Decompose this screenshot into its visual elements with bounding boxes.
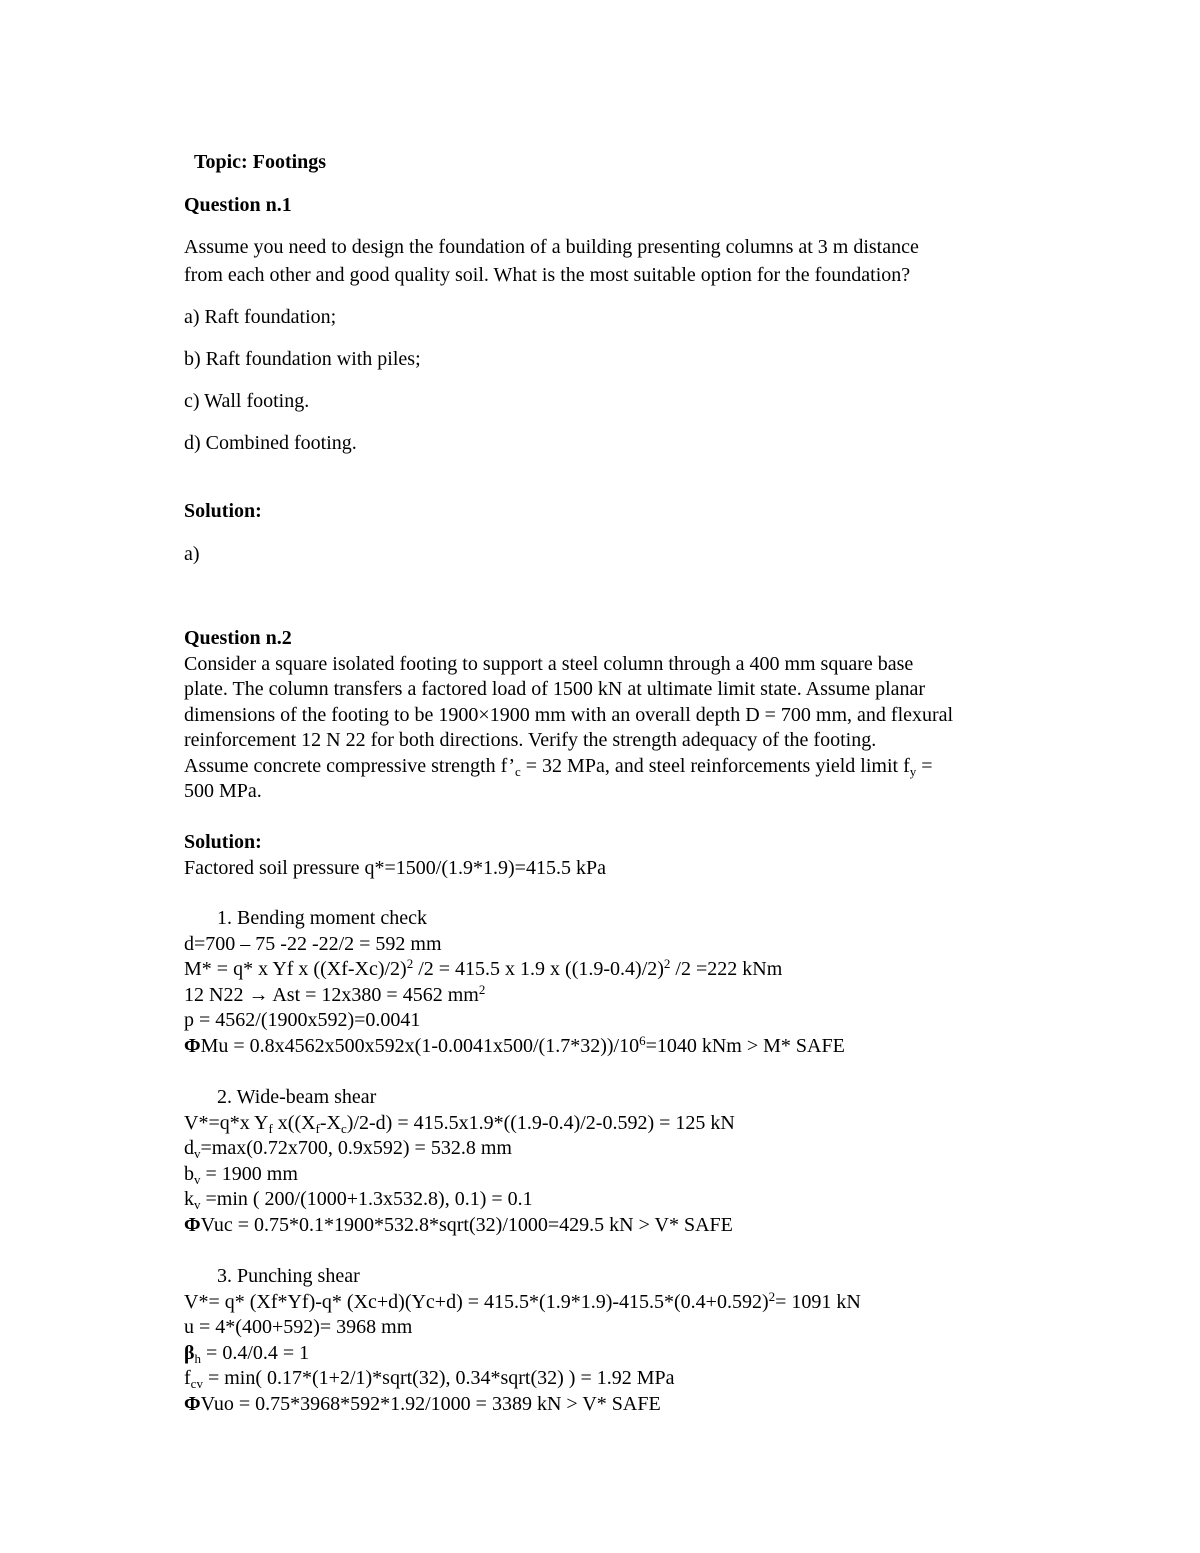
calc-line <box>184 957 782 983</box>
subscript: v <box>194 1172 201 1187</box>
text-run: V*= q* (Xf*Yf)-q* (Xc+d)(Yc+d) = 415.5*(1.9*1.9)-415.5*(0.4+0.592) <box>184 1291 769 1313</box>
question-2-text: Consider a square isolated footing to support a steel column through a 400 mm square base <box>184 653 914 675</box>
calc-line: u = 4*(400+592)= 3968 mm <box>184 1316 413 1338</box>
superscript: 2 <box>663 956 671 971</box>
superscript: 2 <box>406 956 414 971</box>
topic-heading: Topic: Footings <box>194 151 327 173</box>
text-run: x((X <box>272 1112 316 1134</box>
text-run: Vuc = 0.75*0.1*1900*532.8*sqrt(32)/1000=429.5 kN > V* SAFE <box>200 1214 733 1236</box>
calc-line <box>184 1213 733 1237</box>
subscript: cv <box>190 1376 203 1391</box>
phi-symbol: Φ <box>184 1214 201 1236</box>
text-run: = min( 0.17*(1+2/1)*sqrt(32), 0.34*sqrt(32) ) = 1.92 MPa <box>202 1367 675 1389</box>
calc-line <box>184 1187 533 1213</box>
superscript: 6 <box>639 1033 646 1048</box>
text-run: f <box>184 1367 191 1389</box>
text-run: =max(0.72x700, 0.9x592) = 532.8 mm <box>200 1137 512 1159</box>
text-run: = <box>916 755 933 777</box>
subscript: f <box>268 1121 273 1136</box>
calc-line <box>184 1111 735 1137</box>
text-run: Ast = 12x380 = 4562 mm <box>268 984 479 1006</box>
question-2-text: 500 MPa. <box>184 780 262 802</box>
subscript: c <box>341 1121 347 1136</box>
text-run: = 0.4/0.4 = 1 <box>201 1342 310 1364</box>
question-1-text: from each other and good quality soil. What is the most suitable option for the foundation? <box>184 264 911 286</box>
wide-beam-shear-heading: 2. Wide-beam shear <box>217 1086 377 1108</box>
phi-symbol: Φ <box>184 1035 201 1057</box>
calc-line <box>184 1341 309 1367</box>
text-run: /2 = 415.5 x 1.9 x ((1.9-0.4)/2) <box>413 958 664 980</box>
text-run: Assume concrete compressive strength f’ <box>184 755 515 777</box>
calc-line <box>184 1034 845 1060</box>
superscript: 2 <box>768 1289 776 1304</box>
calc-line <box>184 1136 512 1162</box>
text-run: Mu = 0.8x4562x500x592x(1-0.0041x500/(1.7*32))/10 <box>200 1035 640 1057</box>
calc-line <box>184 1366 675 1392</box>
phi-symbol: Φ <box>184 1393 201 1415</box>
soil-pressure-line: Factored soil pressure q*=1500/(1.9*1.9)=415.5 kPa <box>184 857 606 879</box>
text-run: b <box>184 1163 194 1185</box>
text-run: =1040 kNm > M* SAFE <box>645 1035 845 1057</box>
question-1-title: Question n.1 <box>184 194 292 216</box>
question-2-text: plate. The column transfers a factored load of 1500 kN at ultimate limit state. Assume planar <box>184 678 926 700</box>
text-run: = 32 MPa, and steel reinforcements yield limit f <box>520 755 910 777</box>
subscript: c <box>515 764 521 779</box>
subscript: y <box>909 764 917 779</box>
option-a: a) Raft foundation; <box>184 306 337 328</box>
question-2-text <box>184 754 933 780</box>
bending-moment-heading: 1. Bending moment check <box>217 907 427 929</box>
text-run: k <box>184 1188 194 1210</box>
text-run: d <box>184 1137 194 1159</box>
subscript: h <box>194 1351 202 1366</box>
text-run: /2 =222 kNm <box>670 958 783 980</box>
text-run: = 1091 kN <box>775 1291 861 1313</box>
subscript: f <box>315 1121 320 1136</box>
punching-shear-heading: 3. Punching shear <box>217 1265 360 1287</box>
text-run: =min ( 200/(1000+1.3x532.8), 0.1) = 0.1 <box>200 1188 533 1210</box>
calc-line <box>184 1162 298 1188</box>
text-run: -X <box>319 1112 341 1134</box>
calc-line <box>184 983 485 1009</box>
text-run: = 1900 mm <box>200 1163 298 1185</box>
option-d: d) Combined footing. <box>184 432 357 454</box>
solution-1-answer: a) <box>184 543 200 565</box>
superscript: 2 <box>478 982 486 997</box>
text-run: )/2-d) = 415.5x1.9*((1.9-0.4)/2-0.592) = 125 kN <box>346 1112 735 1134</box>
calc-line <box>184 1290 861 1316</box>
calc-line: d=700 – 75 -22 -22/2 = 592 mm <box>184 933 442 955</box>
arrow-icon: → <box>248 984 269 1006</box>
subscript: v <box>194 1197 201 1212</box>
subscript: v <box>194 1146 201 1161</box>
text-run: V*=q*x Y <box>184 1112 269 1134</box>
option-b: b) Raft foundation with piles; <box>184 348 421 370</box>
question-1-text: Assume you need to design the foundation of a building presenting columns at 3 m distance <box>184 236 919 258</box>
text-run: M* = q* x Yf x ((Xf-Xc)/2) <box>184 958 407 980</box>
calc-line: p = 4562/(1900x592)=0.0041 <box>184 1009 421 1031</box>
question-2-text: dimensions of the footing to be 1900×1900 mm with an overall depth D = 700 mm, and flexural <box>184 704 954 726</box>
text-run: Vuo = 0.75*3968*592*1.92/1000 = 3389 kN > V* SAFE <box>200 1393 661 1415</box>
question-2-text: reinforcement 12 N 22 for both directions. Verify the strength adequacy of the footing. <box>184 729 877 751</box>
solution-2-title: Solution: <box>184 831 262 853</box>
calc-line <box>184 1392 661 1416</box>
question-2-title: Question n.2 <box>184 627 292 649</box>
text-run: 12 N22 <box>184 984 249 1006</box>
option-c: c) Wall footing. <box>184 390 310 412</box>
solution-1-title: Solution: <box>184 500 262 522</box>
beta-symbol: β <box>184 1342 195 1364</box>
